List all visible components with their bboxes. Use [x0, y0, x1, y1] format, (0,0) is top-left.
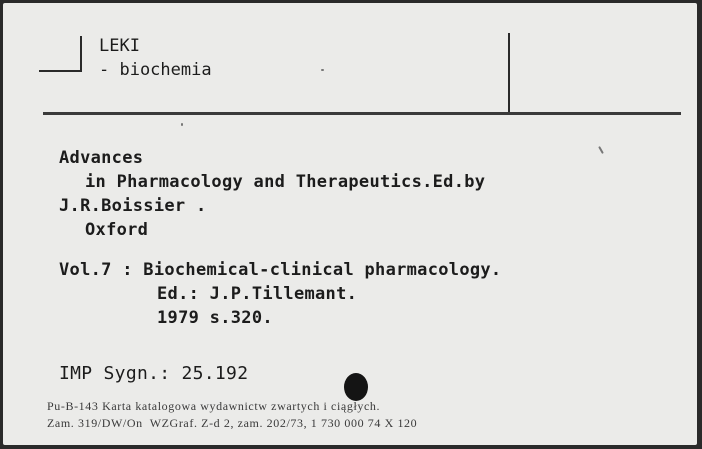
header-rule	[43, 112, 681, 115]
ink-speck	[321, 69, 324, 71]
call-number: IMP Sygn.: 25.192	[59, 363, 249, 384]
volume-line: Vol.7 : Biochemical-clinical pharmacology.	[59, 260, 502, 280]
subject-subheading: - biochemia	[99, 60, 212, 80]
title-line-1: Advances	[59, 148, 144, 168]
year-pages-line: 1979 s.320.	[157, 308, 273, 328]
vertical-divider	[508, 33, 510, 113]
ink-speck	[181, 123, 183, 126]
ink-speck	[598, 146, 604, 154]
title-line-2: in Pharmacology and Therapeutics.Ed.by	[85, 172, 486, 192]
catalog-card	[3, 3, 697, 445]
volume-editor-line: Ed.: J.P.Tillemant.	[157, 284, 358, 304]
punch-hole	[344, 373, 368, 401]
place-line: Oxford	[85, 220, 149, 240]
footer-line-1: Pu-B-143 Karta katalogowa wydawnictw zwartych i ciągłych.	[47, 399, 381, 413]
subject-heading: LEKI	[99, 36, 140, 56]
editor-line: J.R.Boissier .	[59, 196, 207, 216]
corner-mark-horizontal	[39, 70, 81, 72]
corner-mark-vertical	[80, 36, 82, 72]
footer-line-2: Zam. 319/DW/On WZGraf. Z-d 2, zam. 202/73, 1 730 000 74 X 120	[47, 416, 418, 430]
